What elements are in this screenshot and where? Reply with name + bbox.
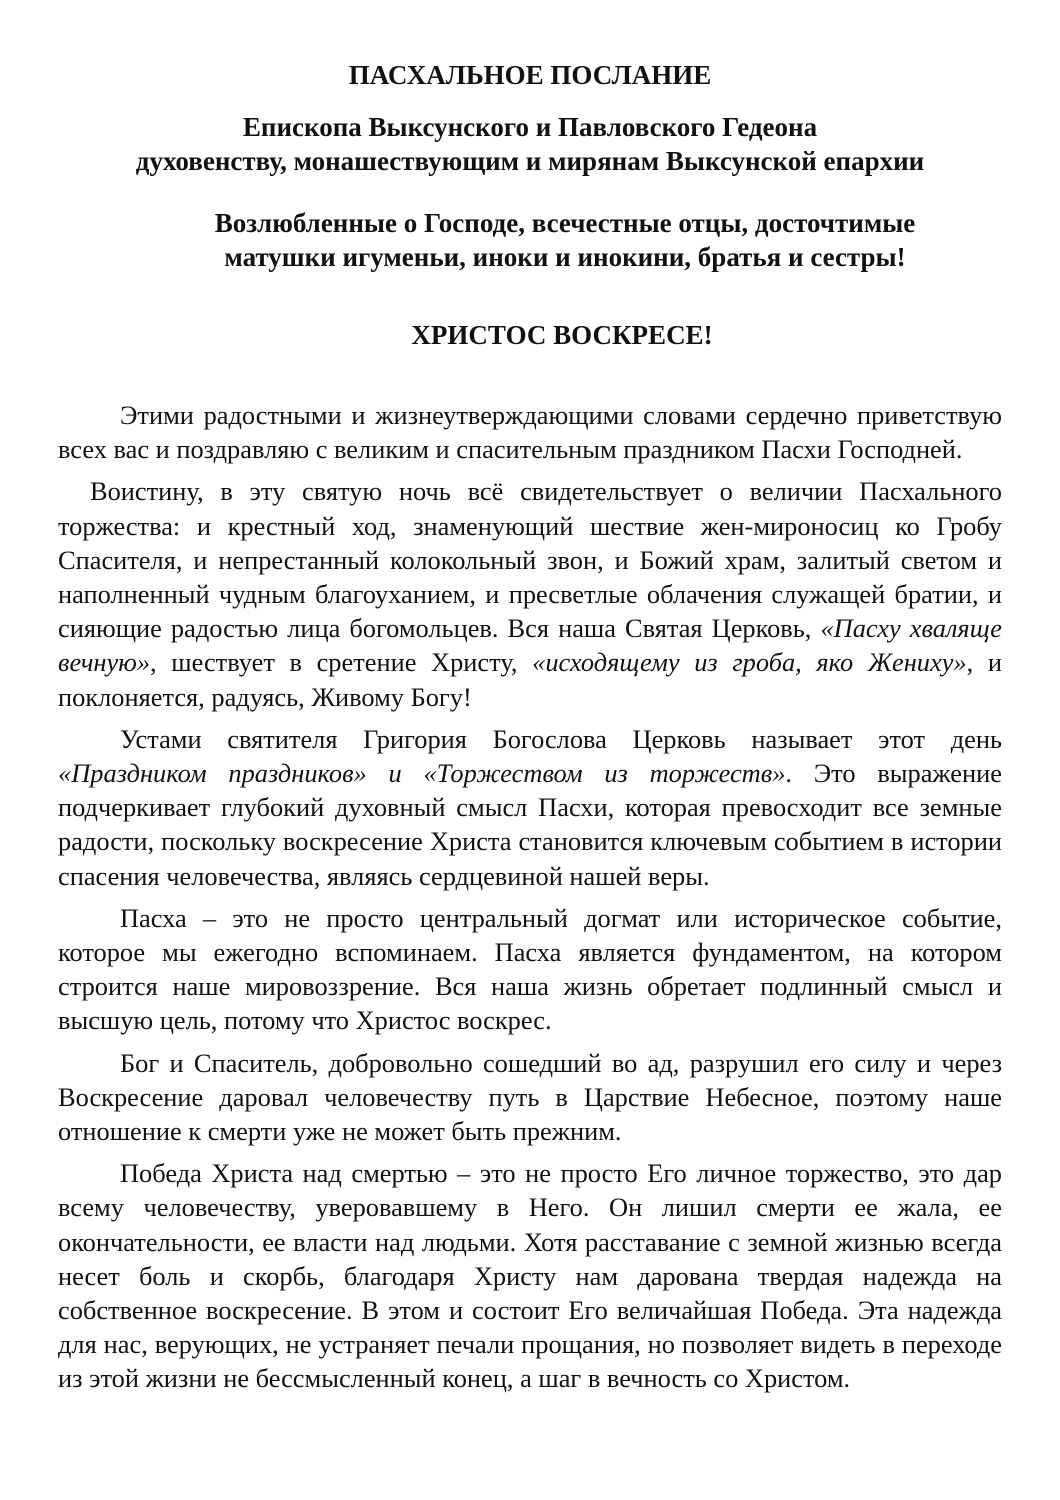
paragraph-4: Пасха – это не просто центральный догмат или историческое событие, которое мы ежегодно вспоминаем. Пасха является фундаментом, на котором строится наше мировоззрение. Вся наша жизнь обретает подлинный смысл и высшую цель, потому что Христос воскрес. [58,902,1002,1036]
address-line-2: матушки игуменьи, иноки и инокини, братья и сестры! [224,242,906,272]
paragraph-1: Этими радостными и жизнеутверждающими словами сердечно приветствую всех вас и поздравляю с великим и спасительным праздником Пасхи Господней. [58,400,1002,465]
subtitle-line-2: духовенству, монашествующим и мирянам Выксунской епархии [135,146,925,176]
paragraph-3 [58,722,1002,893]
address-block [140,206,990,274]
paragraph-6: Победа Христа над смертью – это не просто Его личное торжество, это дар всему человечеству, уверовавшему в Него. Он лишил смерти ее жала, ее окончательности, ее власти над людьми. Хотя расставание с земной жизнью всегда несет боль и скорбь, благодаря Христу нам дарована твердая надежда на собственное воскресение. В этом и состоит Его величайшая Победа. Эта надежда для нас, верующих, не устраняет печали прощания, но позволяет видеть в переходе из этой жизни не бессмысленный конец, а шаг в вечность со Христом. [58,1158,1002,1394]
paragraph-3-quote: «Праздником праздников» и «Торжеством из торжеств» [58,758,786,789]
paragraph-2-text-b: , шествует в сретение Христу, [150,647,533,678]
paragraph-3-text-b: . Это выражение подчеркивает глубокий духовный смысл Пасхи, которая превосходит все земные радости, поскольку воскресение Христа становится ключевым событием в истории спасения человечества, являясь сердцевиной нашей веры. [58,758,1002,891]
paragraph-2-text-a: Воистину, в эту святую ночь всё свидетельствует о величии Пасхального торжества: и крестный ход, знаменующий шествие жен-мироносиц ко Гробу Спасителя, и непрестанный колокольный звон, и Божий храм, залитый светом и наполненный чудным благоуханием, и пресветлые облачения служащей братии, и сияющие радостью лица богомольцев. Вся наша Святая Церковь, [58,476,1002,644]
address-line-1: Возлюбленные о Господе, всечестные отцы, досточтимые [214,208,916,238]
subtitle-line-1: Епископа Выксунского и Павловского Гедеона [242,112,818,142]
document-title: ПАСХАЛЬНОЕ ПОСЛАНИЕ [348,60,712,90]
paragraph-5: Бог и Спаситель, добровольно сошедший во ад, разрушил его силу и через Воскресение даровал человечеству путь в Царствие Небесное, поэтому наше отношение к смерти уже не может быть прежним. [58,1047,1002,1147]
paragraph-2-quote-1: «Пасху хваляще вечную» [58,613,1002,678]
paragraph-2-quote-2: «исходящему из гроба, яко Жениху» [532,647,967,678]
paragraph-2-text-c: , и поклоняется, радуясь, Живому Богу! [58,647,1002,712]
document-subtitle [0,110,1060,178]
letter-body [58,398,1002,1404]
paragraph-2 [58,474,1002,713]
paragraph-3-text-a: Устами святителя Григория Богослова Церковь называет этот день [120,723,1002,754]
paschal-greeting: ХРИСТОС ВОСКРЕСЕ! [411,320,713,350]
